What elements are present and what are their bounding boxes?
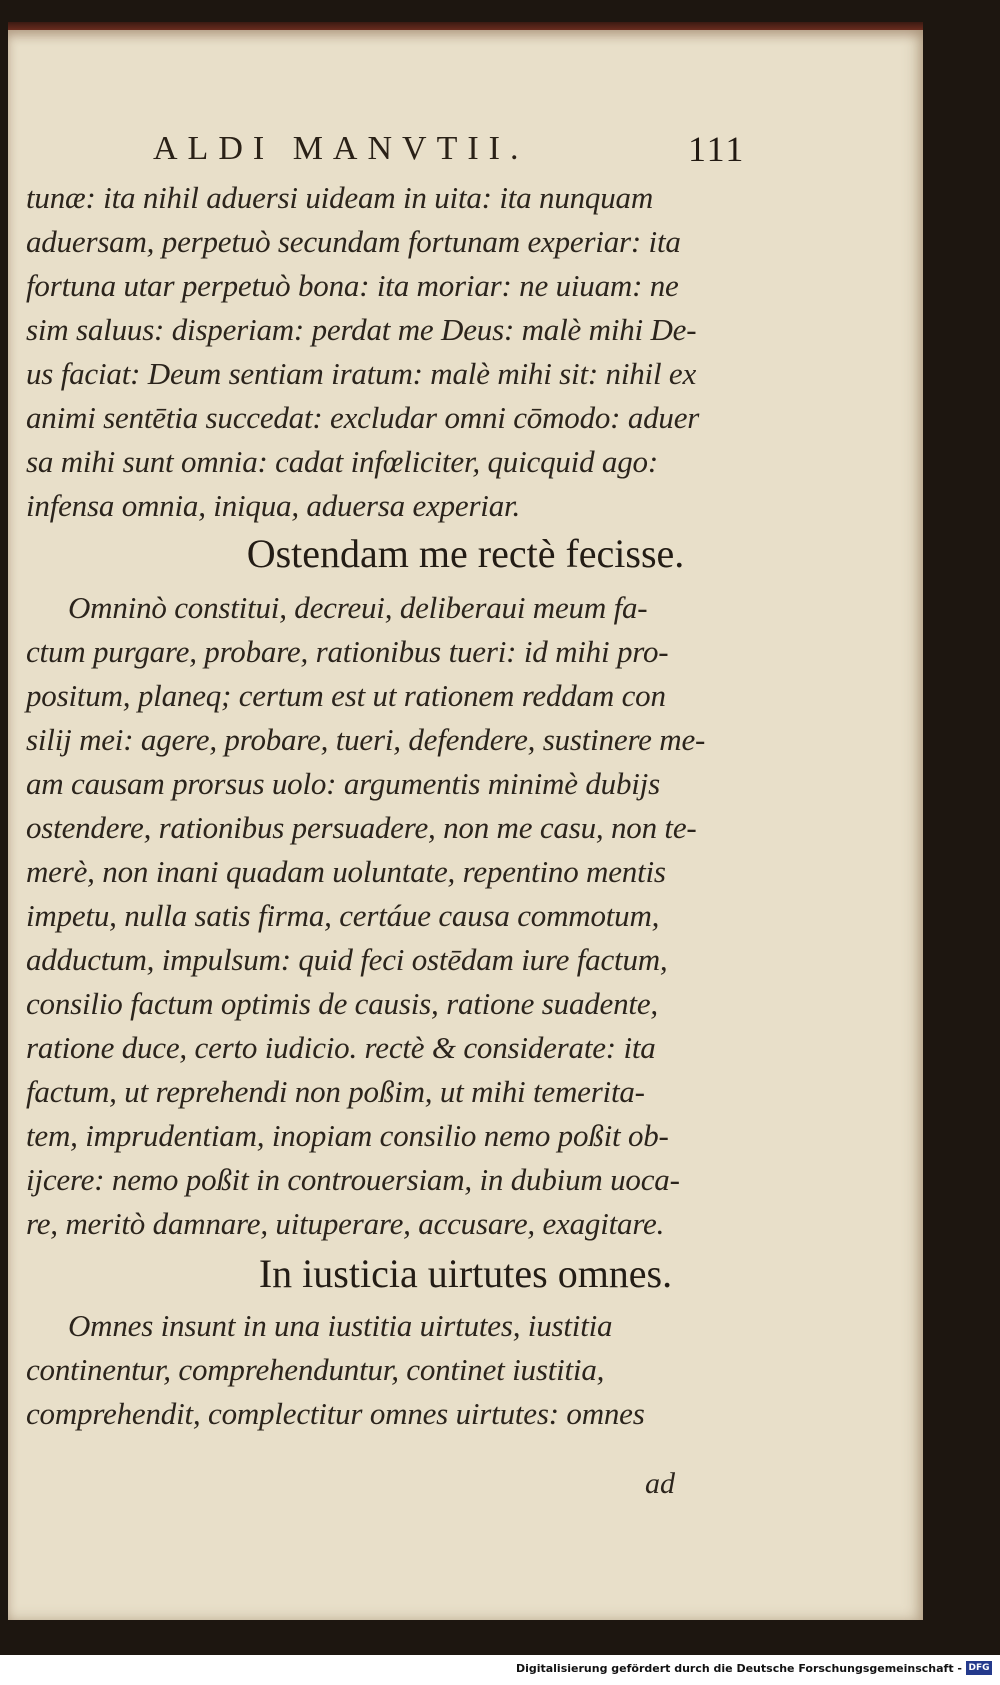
text-line: aduersam, perpetuò secundam fortunam experiar: ita — [26, 224, 681, 259]
text-line: ijcere: nemo poßit in controuersiam, in dubium uoca- — [26, 1162, 680, 1197]
text-line: consilio factum optimis de causis, ratione suadente, — [26, 986, 658, 1021]
dfg-logo-icon: DFG — [966, 1661, 992, 1675]
text-line: fortuna utar perpetuò bona: ita moriar: ne uiuam: ne — [26, 268, 679, 303]
text-line: sa mihi sunt omnia: cadat infœliciter, quicquid ago: — [26, 444, 658, 479]
book-page — [8, 30, 923, 1620]
footer-bar — [0, 1655, 1000, 1685]
text-line: ostendere, rationibus persuadere, non me casu, non te- — [26, 810, 697, 845]
text-line: positum, planeq; certum est ut rationem reddam con — [26, 678, 666, 713]
text-line: infensa omnia, iniqua, aduersa experiar. — [26, 488, 520, 523]
text-line: adductum, impulsum: quid feci ostēdam iure factum, — [26, 942, 668, 977]
text-line: impetu, nulla satis firma, certáue causa commotum, — [26, 898, 660, 933]
text-line: merè, non inani quadam uoluntate, repentino mentis — [26, 854, 666, 889]
text-line: ratione duce, certo iudicio. rectè & considerate: ita — [26, 1030, 656, 1065]
text-line: Omninò constitui, decreui, deliberaui meum fa- — [68, 590, 648, 625]
text-line: animi sentētia succedat: excludar omni cōmodo: aduer — [26, 400, 700, 435]
funding-credit: Digitalisierung gefördert durch die Deutsche Forschungsgemeinschaft - — [515, 1662, 962, 1675]
running-head: ALDI MANVTII. — [153, 130, 529, 167]
text-line: continentur, comprehenduntur, continet iustitia, — [26, 1352, 605, 1387]
text-line: silij mei: agere, probare, tueri, defendere, sustinere me- — [26, 722, 706, 757]
text-line: am causam prorsus uolo: argumentis minimè dubijs — [26, 766, 660, 801]
text-line: tem, imprudentiam, inopiam consilio nemo poßit ob- — [26, 1118, 669, 1153]
text-line: comprehendit, complectitur omnes uirtutes: omnes — [26, 1396, 645, 1431]
page-number: 111 — [688, 129, 746, 169]
text-line: Omnes insunt in una iustitia uirtutes, iustitia — [68, 1308, 613, 1343]
section-heading: In iusticia uirtutes omnes. — [258, 1251, 673, 1296]
text-line: us faciat: Deum sentiam iratum: malè mihi sit: nihil ex — [26, 356, 697, 391]
text-line: ctum purgare, probare, rationibus tueri: id mihi pro- — [26, 634, 669, 669]
text-line: sim saluus: disperiam: perdat me Deus: malè mihi De- — [26, 312, 697, 347]
catchword: ad — [645, 1467, 675, 1500]
text-line: tunæ: ita nihil aduersi uideam in uita: ita nunquam — [26, 180, 654, 215]
text-line: factum, ut reprehendi non poßim, ut mihi temerita- — [26, 1074, 645, 1109]
page-header — [8, 108, 923, 168]
section-heading: Ostendam me rectè fecisse. — [246, 531, 685, 576]
text-line: re, meritò damnare, uituperare, accusare, exagitare. — [26, 1206, 665, 1241]
